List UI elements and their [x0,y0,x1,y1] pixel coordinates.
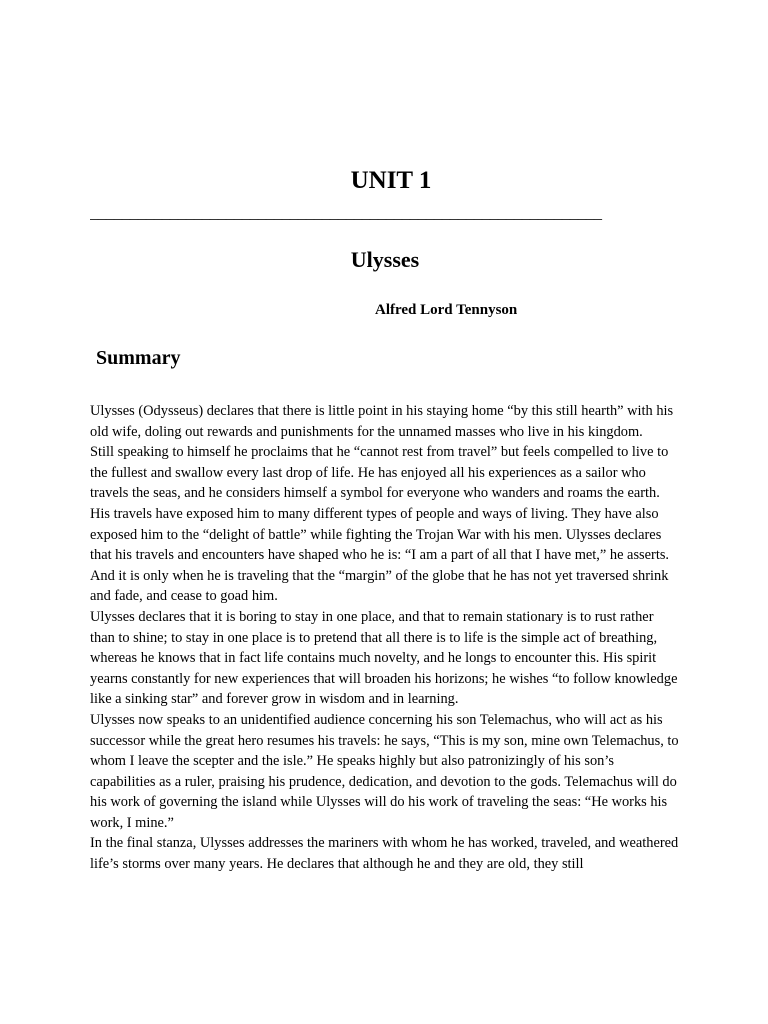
author-name: Alfred Lord Tennyson [375,302,518,318]
section-heading: Summary [96,347,181,369]
summary-paragraph: Still speaking to himself he proclaims that he “cannot rest from travel” but feels compelled to live to the fullest and swallow every last drop of life. He has enjoyed all his experiences as a sailor who travels the seas, and he considers himself a symbol for everyone who wanders and roams the earth. His travels have exposed him to many different types of people and ways of living. They have also exposed him to the “delight of battle” while fighting the Trojan War with his men. Ulysses declares that his travels and encounters have shaped who he is: “I am a part of all that I have met,” he asserts. And it is only when he is traveling that the “margin” of the globe that he has not yet traversed shrink and fade, and cease to goad him. [90,444,670,605]
summary-paragraph: In the final stanza, Ulysses addresses the mariners with whom he has worked, traveled, and weathered life’s storms over many years. He declares that although he and they are old, they still [90,835,679,873]
divider-line: ________________________________________________________________ [90,205,602,222]
unit-title: UNIT 1 [350,167,432,194]
summary-paragraph: Ulysses now speaks to an unidentified audience concerning his son Telemachus, who will act as his successor while the great hero resumes his travels: he says, “This is my son, mine own Telemachus, to whom I leave the scepter and the isle.” He speaks highly but also patronizingly of his son’s capabilities as a ruler, praising his prudence, dedication, and devotion to the gods. Telemachus will do his work of governing the island while Ulysses will do his work of traveling the seas: “He works his work, I mine.” [90,711,679,831]
poem-title: Ulysses [350,247,420,272]
summary-paragraph: Ulysses (Odysseus) declares that there is little point in his staying home “by this still hearth” with his old wife, doling out rewards and punishments for the unnamed masses who live in his kingdom. [90,403,674,440]
summary-body [90,401,680,875]
summary-paragraph: Ulysses declares that it is boring to stay in one place, and that to remain stationary is to rust rather than to shine; to stay in one place is to pretend that all there is to life is the simple act of breathing, whereas he knows that in fact life contains much novelty, and he longs to encounter this. His spirit yearns constantly for new experiences that will broaden his horizons; he wishes “to follow knowledge like a sinking star” and forever grow in wisdom and in learning. [90,608,678,708]
